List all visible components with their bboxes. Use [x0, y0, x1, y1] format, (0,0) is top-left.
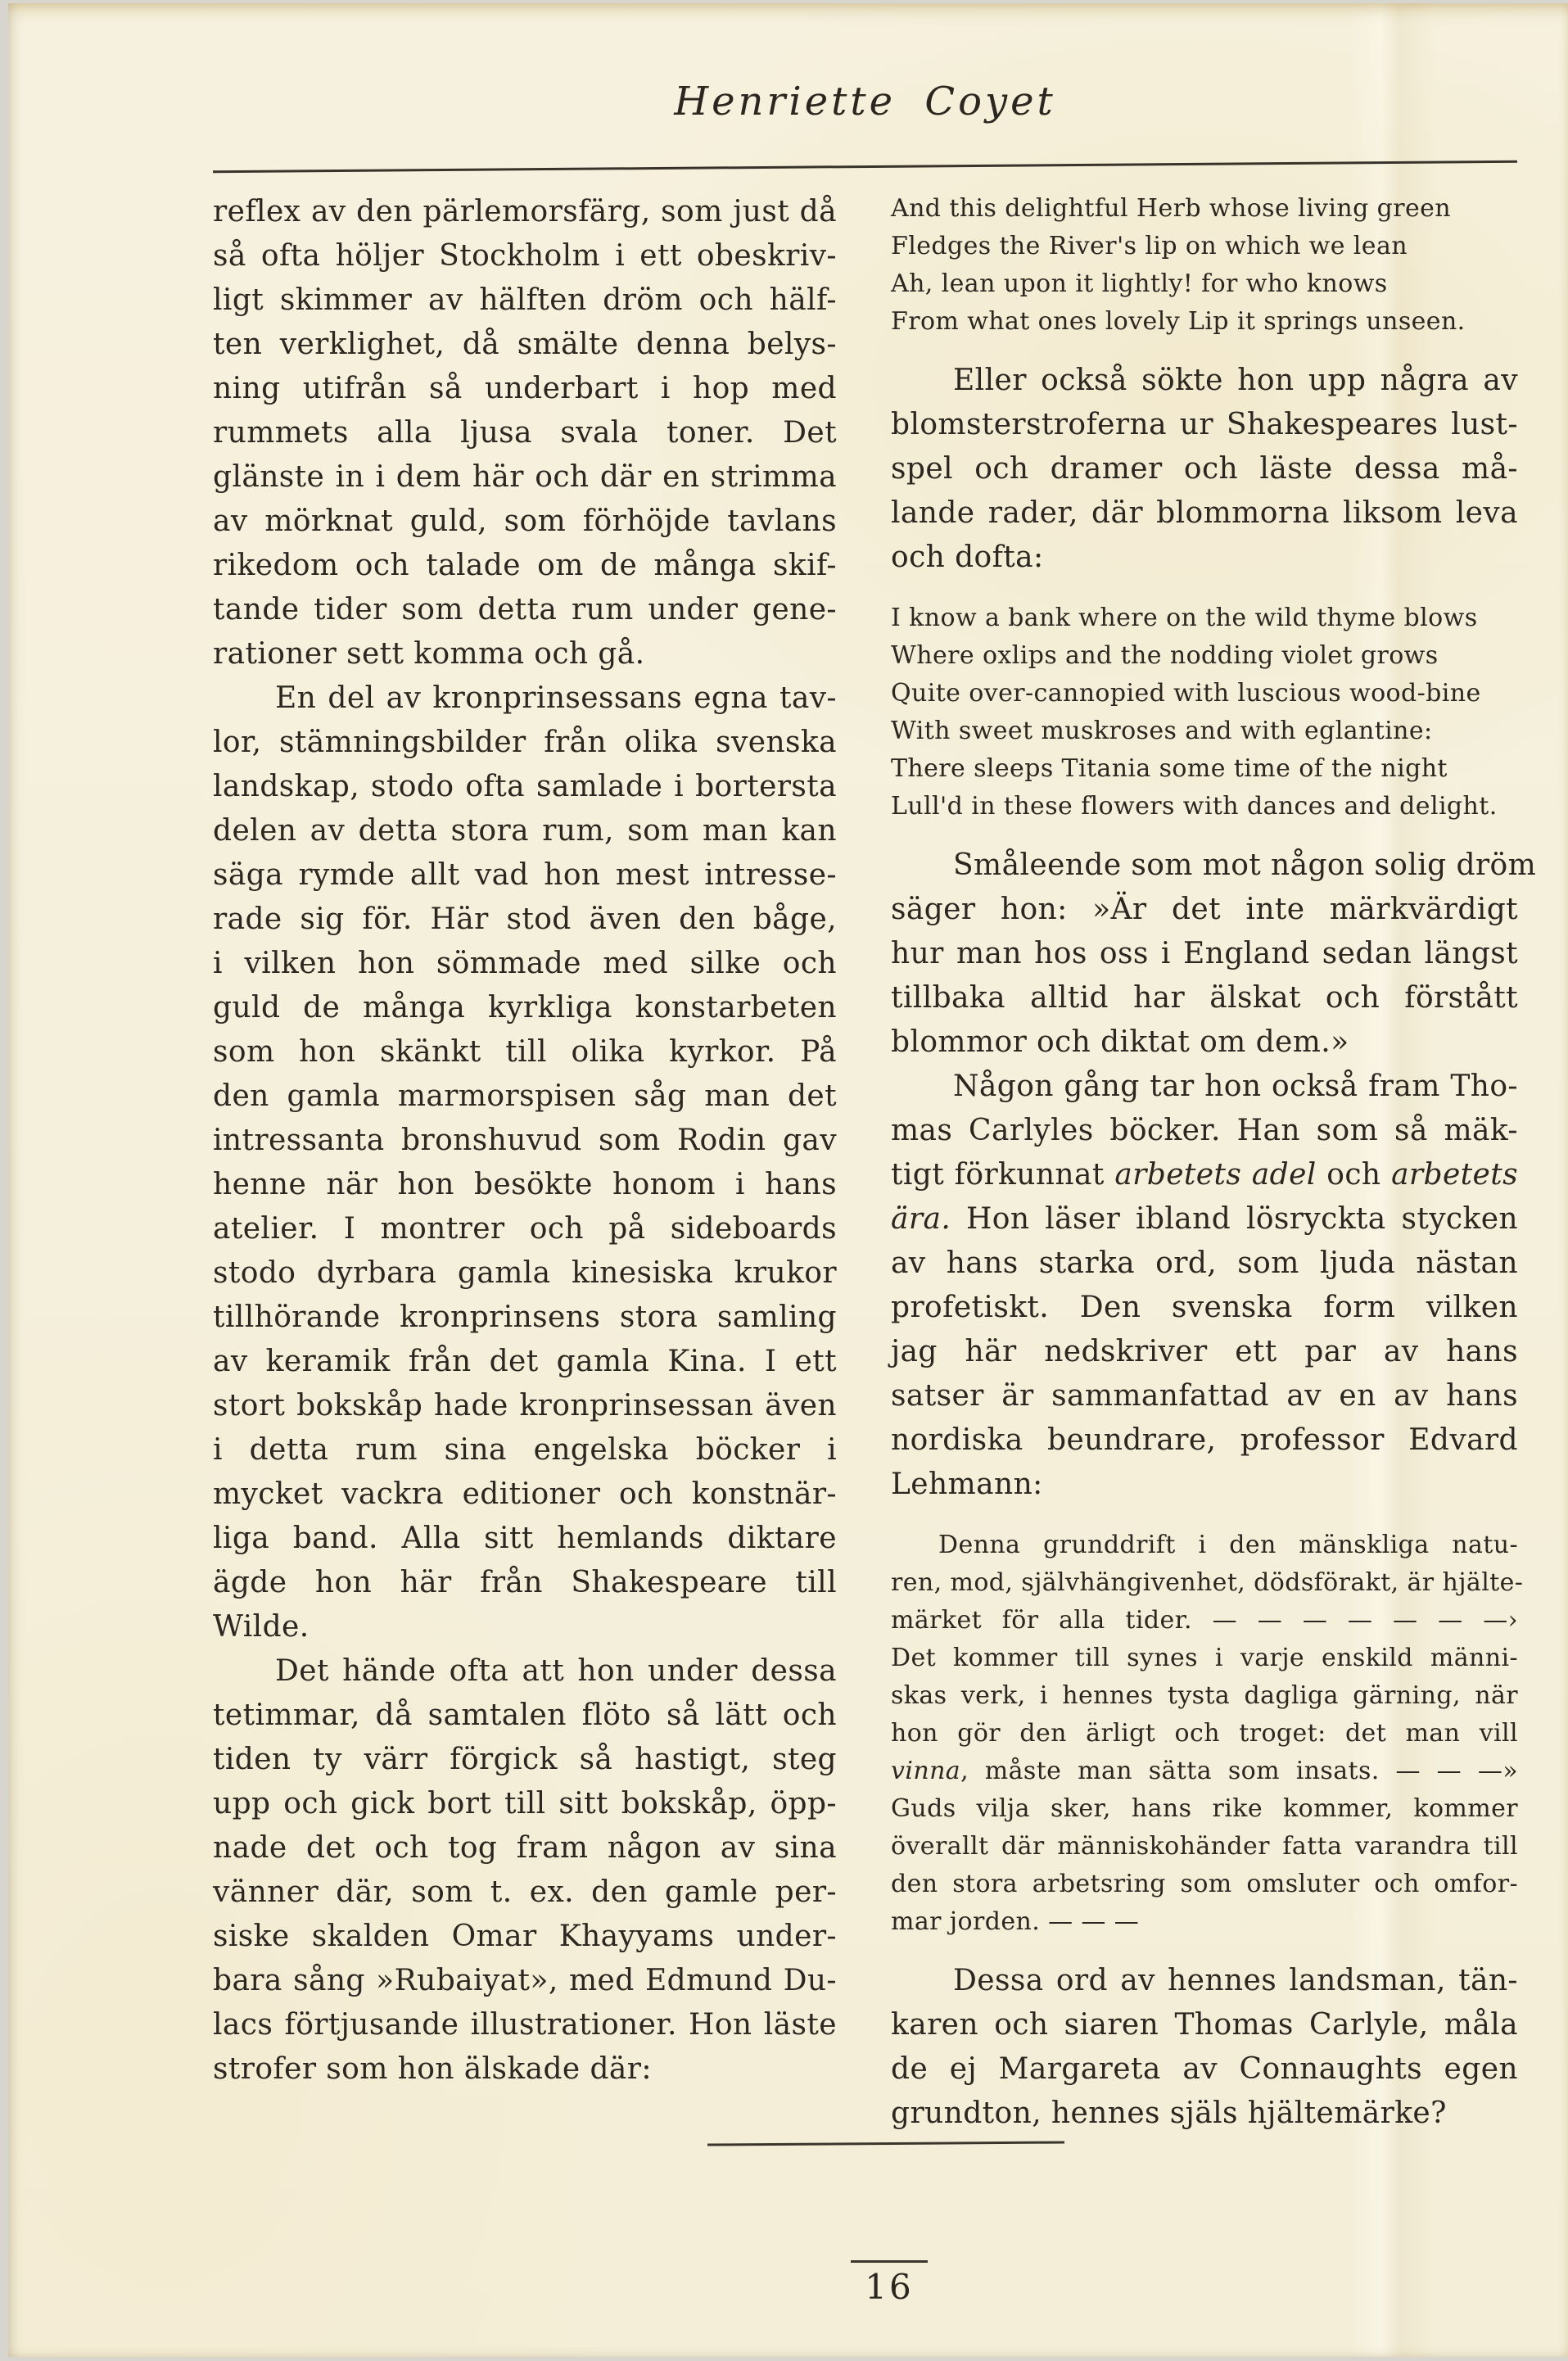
text-line: tetimmar, då samtalen flöto så lätt och [213, 1698, 837, 1732]
text-line: mycket vackra editioner och konstnär- [213, 1477, 837, 1511]
text-line: Lull'd in these flowers with dances and delight. [891, 792, 1498, 821]
text-line: Quite over-cannopied with luscious wood-bine [891, 679, 1481, 708]
text-line: With sweet muskroses and with eglantine: [891, 717, 1433, 745]
paragraph-reflex [213, 190, 837, 676]
text-line: säger hon: »Är det inte märkvärdigt [891, 893, 1518, 926]
text-line: rade sig för. Här stod även den båge, [213, 902, 837, 936]
text-line: There sleeps Titania some time of the night [891, 754, 1448, 783]
text-line: bara sång »Rubaiyat», med Edmund Du- [213, 1964, 837, 1997]
text-line: nade det och tog fram någon av sina [213, 1831, 837, 1865]
header-rule [213, 161, 1517, 174]
text-line: de ej Margareta av Connaughts egen [891, 2052, 1518, 2086]
text-line: rationer sett komma och gå. [213, 637, 645, 671]
text-line [891, 1153, 1518, 1197]
text-line: lor, stämningsbilder från olika svenska [213, 726, 837, 759]
paragraph-eller [891, 359, 1518, 580]
text-line: lacs förtjusande illustrationer. Hon läste [213, 2008, 837, 2042]
page-number-rule [851, 2260, 928, 2263]
text-segment: , måste man sätta som insats. — — —» [960, 1757, 1518, 1785]
paragraph-tetimmar [213, 1649, 837, 2092]
text-line: mas Carlyles böcker. Han som så mäk- [891, 1114, 1518, 1147]
page-header-title: Henriette Coyet [674, 79, 1056, 124]
text-line: guld de många kyrkliga konstarbeten [213, 991, 837, 1024]
book-page [8, 3, 1568, 2357]
text-line: hon gör den ärligt och troget: det man vill [891, 1719, 1518, 1748]
text-line: henne när hon besökte honom i hans [213, 1168, 837, 1201]
text-line: märket för alla tider. — — — — — — —› [891, 1606, 1518, 1635]
text-line: säga rymde allt vad hon mest intresse- [213, 858, 837, 892]
text-line: Eller också sökte hon upp några av [953, 364, 1518, 397]
text-line: atelier. I montrer och på sideboards [213, 1212, 837, 1246]
text-line: blommor och diktat om dem.» [891, 1025, 1349, 1059]
text-line: av keramik från det gamla Kina. I ett [213, 1345, 837, 1378]
text-segment: tigt förkunnat [891, 1158, 1115, 1192]
text-line: delen av detta stora rum, som man kan [213, 814, 837, 848]
section-end-rule [707, 2141, 1064, 2146]
italic-text: arbetets adel [1114, 1158, 1317, 1192]
text-line: En del av kronprinsessans egna tav- [275, 681, 837, 715]
text-line: ren, mod, självhängivenhet, dödsförakt, är hjälte- [891, 1568, 1524, 1597]
text-line: tiden ty värr förgick så hastigt, steg [213, 1743, 837, 1776]
italic-text: vinna [891, 1757, 961, 1785]
italic-text: ära. [891, 1202, 951, 1236]
text-line: ägde hon här från Shakespeare till [213, 1566, 837, 1599]
italic-text: arbetets [1391, 1158, 1518, 1192]
text-line: Lehmann: [891, 1468, 1043, 1501]
text-line: överallt där människohänder fatta varandra till [891, 1832, 1518, 1861]
text-line [891, 1753, 1518, 1790]
text-line: reflex av den pärlemorsfärg, som just då [213, 195, 837, 228]
blockquote-lehmann [891, 1527, 1524, 1941]
paragraph-tavlor [213, 676, 837, 1649]
text-line: av hans starka ord, som ljuda nästan [891, 1246, 1518, 1280]
text-line: Småleende som mot någon solig dröm [953, 848, 1537, 882]
text-line: Fledges the River's lip on which we lean [891, 232, 1408, 260]
text-line: From what ones lovely Lip it springs unseen. [891, 307, 1466, 336]
text-line: strofer som hon älskade där: [213, 2052, 652, 2086]
text-line: i vilken hon sömmade med silke och [213, 947, 837, 980]
text-line: grundton, hennes själs hjältemärke? [891, 2096, 1447, 2130]
text-line: Det hände ofta att hon under dessa [275, 1654, 837, 1688]
text-line: profetiskt. Den svenska form vilken [891, 1291, 1518, 1324]
paragraph-smaleende [891, 844, 1537, 1065]
text-line: rikedom och talade om de många skif- [213, 549, 837, 582]
left-text-column [213, 190, 837, 2092]
text-line: tande tider som detta rum under gene- [213, 593, 837, 626]
text-segment: Hon läser ibland lösryckta stycken [951, 1202, 1518, 1236]
text-line: den gamla marmorspisen såg man det [213, 1079, 837, 1113]
text-line: landskap, stodo ofta samlade i bortersta [213, 770, 837, 803]
text-line: stodo dyrbara gamla kinesiska krukor [213, 1256, 837, 1290]
text-line: satser är sammanfattad av en av hans [891, 1379, 1518, 1413]
text-line: Where oxlips and the nodding violet grows [891, 641, 1439, 670]
text-segment: och [1316, 1158, 1392, 1192]
text-line: ten verklighet, då smälte denna belys- [213, 328, 837, 361]
text-line: i detta rum sina engelska böcker i [213, 1433, 837, 1467]
text-line: ligt skimmer av hälften dröm och hälf- [213, 283, 837, 317]
text-line: mar jorden. — — — [891, 1907, 1140, 1936]
right-text-column [891, 190, 1537, 2136]
text-line: av mörknat guld, som förhöjde tavlans [213, 504, 837, 538]
text-line: Det kommer till synes i varje enskild männi- [891, 1644, 1518, 1672]
text-line: Dessa ord av hennes landsman, tän- [953, 1964, 1518, 1997]
text-line: tillbaka alltid har älskat och förstått [891, 981, 1518, 1015]
text-line: siske skalden Omar Khayyams under- [213, 1920, 837, 1953]
text-line: I know a bank where on the wild thyme blows [891, 604, 1478, 632]
text-line: lande rader, där blommorna liksom leva [891, 496, 1518, 530]
text-line: Guds vilja sker, hans rike kommer, kommer [891, 1794, 1518, 1823]
text-line: And this delightful Herb whose living green [891, 194, 1452, 223]
paragraph-dessa-ord [891, 1959, 1518, 2136]
text-line: ning utifrån så underbart i hop med [213, 372, 837, 405]
text-line: skas verk, i hennes tysta dagliga gärning, när [891, 1681, 1518, 1710]
text-line: den stora arbetsring som omsluter och omfor- [891, 1870, 1518, 1898]
text-line: liga band. Alla sitt hemlands diktare [213, 1522, 837, 1555]
text-line: glänste in i dem här och där en strimma [213, 460, 837, 494]
text-line: Någon gång tar hon också fram Tho- [953, 1070, 1518, 1103]
text-line: spel och dramer och läste dessa må- [891, 452, 1518, 486]
text-line: karen och siaren Thomas Carlyle, måla [891, 2008, 1518, 2042]
text-line: Ah, lean upon it lightly! for who knows [891, 269, 1388, 298]
text-line: och dofta: [891, 540, 1044, 574]
text-line: tillhörande kronprinsens stora samling [213, 1300, 837, 1334]
paragraph-carlyle [891, 1065, 1518, 1507]
text-line: stort bokskåp hade kronprinsessan även [213, 1389, 837, 1422]
text-line: Denna grunddrift i den mänskliga natu- [938, 1531, 1518, 1559]
text-line: intressanta bronshuvud som Rodin gav [213, 1124, 837, 1157]
poem-rubaiyat [891, 190, 1518, 341]
text-line: nordiska beundrare, professor Edvard [891, 1423, 1518, 1457]
text-line [891, 1197, 1518, 1242]
text-line: Wilde. [213, 1610, 310, 1644]
text-line: jag här nedskriver ett par av hans [891, 1335, 1518, 1368]
text-line: vänner där, som t. ex. den gamle per- [213, 1875, 837, 1909]
poem-shakespeare [891, 599, 1518, 825]
text-line: hur man hos oss i England sedan längst [891, 937, 1518, 970]
page-number: 16 [865, 2267, 914, 2307]
text-line: upp och gick bort till sitt bokskåp, öpp- [213, 1787, 837, 1821]
text-line: så ofta höljer Stockholm i ett obeskriv- [213, 239, 837, 273]
text-line: rummets alla ljusa svala toner. Det [213, 416, 837, 450]
text-line: blomsterstroferna ur Shakespeares lust- [891, 408, 1518, 441]
text-line: som hon skänkt till olika kyrkor. På [213, 1035, 837, 1069]
